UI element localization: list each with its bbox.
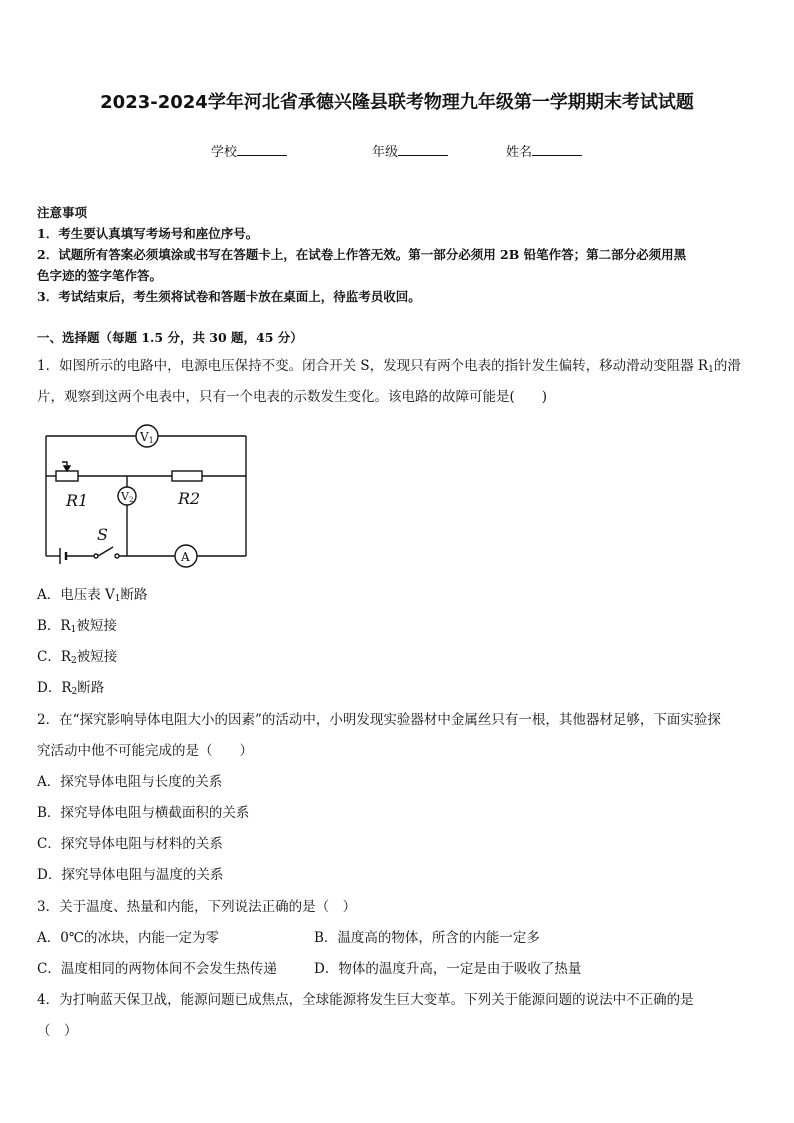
q2-option-d: D．探究导体电阻与温度的关系 xyxy=(37,867,224,883)
page-title: 2023-2024学年河北省承德兴隆县联考物理九年级第一学期期末考试试题 xyxy=(100,92,694,113)
grade-blank xyxy=(398,143,448,156)
opt-text: 被短接 xyxy=(76,649,118,665)
switch-contact xyxy=(94,554,98,558)
r2-label: R2 xyxy=(178,489,201,508)
opt-sub: 2 xyxy=(71,656,77,666)
q2-option-c: C．探究导体电阻与材料的关系 xyxy=(37,836,223,852)
q1-option-b xyxy=(37,614,117,635)
circuit-diagram xyxy=(40,424,252,568)
opt-sub: 1 xyxy=(70,625,77,635)
opt-text: A．电压表 V xyxy=(37,587,115,603)
q1-option-a xyxy=(37,583,148,604)
q2-option-a: A．探究导体电阻与长度的关系 xyxy=(37,774,223,790)
grade-field xyxy=(372,141,448,160)
v1-label: V1 xyxy=(140,430,154,445)
v2-label: V2 xyxy=(121,490,134,504)
q2-stem-line2: 究活动中他不可能完成的是（ ） xyxy=(37,743,253,759)
section-heading: 一、选择题（每题 1.5 分，共 30 题，45 分） xyxy=(37,330,303,345)
switch-label: S xyxy=(97,525,108,544)
opt-text: 断路 xyxy=(77,680,105,696)
q1-stem-sub: 1 xyxy=(708,365,714,375)
opt-text: C．R xyxy=(37,649,71,665)
notice-item: 1．考生要认真填写考场号和座位序号。 xyxy=(37,226,259,241)
q4-stem-line2: （ ） xyxy=(37,1023,78,1039)
r2-resistor xyxy=(172,471,202,481)
ammeter-label: A xyxy=(181,550,190,564)
notice-item: 3．考试结束后，考生须将试卷和答题卡放在桌面上，待监考员收回。 xyxy=(37,289,421,304)
r1-resistor xyxy=(56,471,78,481)
switch-contact xyxy=(115,554,119,558)
name-field xyxy=(506,141,582,160)
q3-option-b: B．温度高的物体，所含的内能一定多 xyxy=(314,930,540,946)
q1-stem-text: 的滑 xyxy=(713,358,741,374)
notice-item: 色字迹的签字笔作答。 xyxy=(37,268,163,283)
r1-label: R1 xyxy=(66,491,89,510)
q3-option-d: D．物体的温度升高，一定是由于吸收了热量 xyxy=(314,961,582,977)
q2-option-b: B．探究导体电阻与横截面积的关系 xyxy=(37,805,250,821)
opt-text: D．R xyxy=(37,680,72,696)
opt-text: B．R xyxy=(37,618,71,634)
q1-stem-line2: 片，观察到这两个电表中，只有一个电表的示数发生变化。该电路的故障可能是( ) xyxy=(37,389,548,405)
notice-heading: 注意事项 xyxy=(37,205,88,220)
notice-item: 2．试题所有答案必须填涂或书写在答题卡上，在试卷上作答无效。第一部分必须用 2B 铅笔作答；第二部分必须用黑 xyxy=(37,247,687,262)
opt-text: 断路 xyxy=(120,587,148,603)
q3-option-c: C．温度相同的两物体间不会发生热传递 xyxy=(37,961,277,977)
slider-arrow-head xyxy=(64,466,70,471)
q4-stem-line1: 4．为打响蓝天保卫战，能源问题已成焦点，全球能源将发生巨大变革。下列关于能源问题的说法中不正确的是 xyxy=(37,992,694,1008)
switch-blade xyxy=(98,547,113,556)
q2-stem-line1: 2．在“探究影响导体电阻大小的因素”的活动中，小明发现实验器材中金属丝只有一根，其他器材足够，下面实验探 xyxy=(37,712,721,728)
q1-option-d xyxy=(37,676,104,697)
name-blank xyxy=(532,143,582,156)
school-blank xyxy=(237,143,287,156)
q1-stem-line1 xyxy=(37,354,741,375)
school-label: 学校 xyxy=(211,145,238,160)
grade-label: 年级 xyxy=(372,145,399,160)
q1-stem-text: 1．如图所示的电路中，电源电压保持不变。闭合开关 S，发现只有两个电表的指针发生偏转，移动滑动变阻器 R xyxy=(37,358,709,374)
q3-option-a: A．0℃的冰块，内能一定为零 xyxy=(37,930,219,946)
q3-stem: 3．关于温度、热量和内能，下列说法正确的是（ ） xyxy=(37,899,357,915)
school-field xyxy=(211,141,287,160)
name-label: 姓名 xyxy=(506,145,533,160)
opt-text: 被短接 xyxy=(76,618,117,634)
q1-option-c xyxy=(37,645,117,666)
opt-sub: 2 xyxy=(71,687,78,697)
opt-sub: 1 xyxy=(114,594,121,604)
